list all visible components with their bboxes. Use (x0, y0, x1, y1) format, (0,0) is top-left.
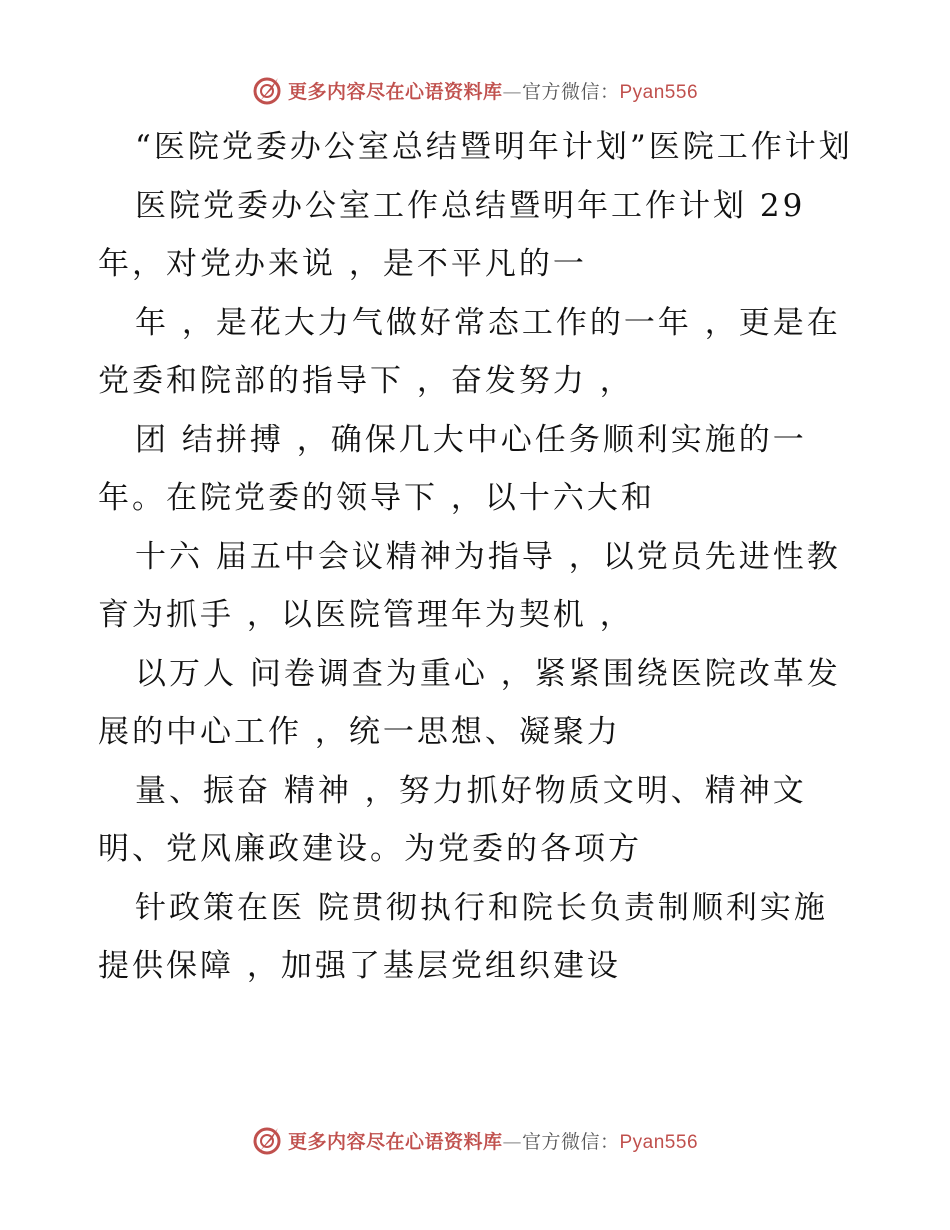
page-header-banner (0, 70, 950, 110)
feather-pen-logo-icon (252, 75, 282, 105)
paragraph: 医院党委办公室工作总结暨明年工作计划 29 年，对党办来说 ，是不平凡的一 (98, 187, 806, 282)
paragraph: 以万人 问卷调查为重心 ，紧紧围绕医院改革发展的中心工作 ，统一思想、凝聚力 (98, 655, 841, 750)
footer-separator: — (502, 1130, 522, 1153)
paragraph: 团 结拼搏 ，确保几大中心任务顺利实施的一年。在院党委的领导下 ，以十六大和 (98, 421, 807, 516)
footer-site-name: 更多内容尽在心语资料库 (287, 1130, 503, 1153)
header-separator: — (502, 80, 522, 103)
header-text (288, 77, 698, 104)
page-footer-banner (0, 1120, 950, 1160)
document-body (98, 118, 853, 996)
paragraph: 年 ，是花大力气做好常态工作的一年 ，更是在党委和院部的指导下 ，奋发努力 ， (98, 304, 841, 399)
header-wechat-id: Pyan556 (619, 81, 699, 103)
paragraph: 针政策在医 院贯彻执行和院长负责制顺利实施提供保障 ，加强了基层党组织建设 (98, 889, 828, 984)
paragraph: 量、振奋 精神 ，努力抓好物质文明、精神文明、党风廉政建设。为党委的各项方 (98, 772, 807, 867)
footer-wechat-id: Pyan556 (619, 1131, 699, 1153)
feather-pen-logo-icon (252, 1125, 282, 1155)
paragraph-title: “医院党委办公室总结暨明年计划”医院工作计划 (135, 129, 853, 165)
footer-text (288, 1127, 698, 1154)
footer-contact-label: 官方微信： (521, 1130, 620, 1153)
paragraph: 十六 届五中会议精神为指导 ，以党员先进性教育为抓手 ，以医院管理年为契机 ， (98, 538, 841, 633)
header-site-name: 更多内容尽在心语资料库 (287, 80, 503, 103)
header-contact-label: 官方微信： (521, 80, 620, 103)
